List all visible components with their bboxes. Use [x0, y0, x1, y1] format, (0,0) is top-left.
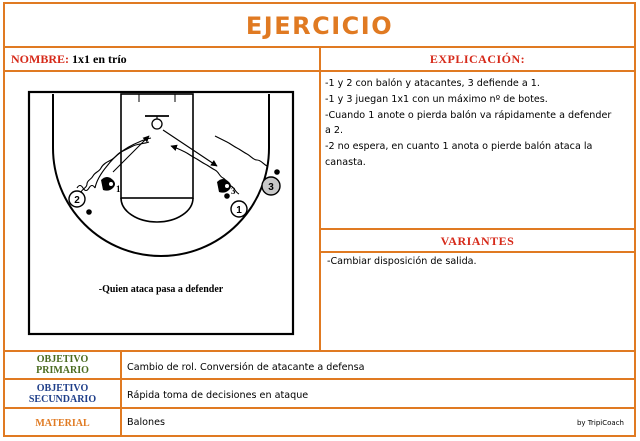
exercise-sheet — [3, 2, 636, 437]
divider — [5, 350, 634, 352]
free-throw-circle — [121, 198, 193, 222]
name-label: NOMBRE: — [11, 52, 69, 66]
court-outline — [29, 92, 293, 334]
objective-primary-text: Cambio de rol. Conversión de atacante a defensa — [127, 362, 365, 373]
divider — [319, 251, 634, 253]
credit: by TripiCoach — [576, 419, 624, 427]
defender-icon — [101, 177, 115, 191]
player-2-label: 2 — [74, 195, 80, 206]
rim — [152, 119, 162, 129]
player-1-label: 1 — [236, 205, 242, 216]
defender-label: 3 — [231, 186, 236, 196]
defender-icon — [217, 179, 231, 193]
sheet-title: EJERCICIO — [5, 4, 634, 48]
objective-secondary-text: Rápida toma de decisiones en ataque — [127, 390, 309, 401]
diagram-caption: -Quien ataca pasa a defender — [98, 284, 224, 295]
explanation-line: -1 y 3 juegan 1x1 con un máximo nº de botes. — [325, 93, 548, 105]
variants-text: -Cambiar disposición de salida. — [327, 256, 477, 267]
explanation-line: -2 no espera, en cuanto 1 anota o pierde balón ataca la — [325, 141, 593, 153]
divider — [120, 350, 122, 435]
divider — [5, 407, 634, 409]
cut-line — [163, 130, 217, 166]
three-point-line — [53, 94, 269, 256]
name-value: 1x1 en trío — [72, 52, 127, 66]
explanation-text — [325, 76, 630, 171]
variants-header: VARIANTES — [440, 234, 515, 248]
objective-primary-label: OBJETIVO PRIMARIO — [36, 354, 89, 376]
ball-icon — [274, 169, 280, 175]
court-diagram — [21, 84, 301, 342]
explanation-line: -Cuando 1 anote o pierda balón va rápidamente a defender — [325, 109, 612, 121]
divider — [319, 70, 321, 350]
material-text: Balones — [127, 417, 165, 428]
dribble-path — [215, 136, 267, 166]
objective-secondary-label: OBJETIVO SECUNDARIO — [28, 383, 97, 405]
ball-icon — [224, 193, 230, 199]
divider — [5, 378, 634, 380]
explanation-header: EXPLICACIÓN: — [429, 52, 526, 66]
explanation-line: a 2. — [325, 125, 344, 137]
explanation-line: -1 y 2 con balón y atacantes, 3 defiende a 1. — [325, 78, 540, 89]
explanation-line: canasta. — [325, 156, 366, 168]
name-header — [5, 48, 321, 70]
material-label: MATERIAL — [35, 418, 90, 429]
dribble-path — [81, 142, 149, 192]
player-3-label: 3 — [268, 182, 274, 193]
ball-icon — [86, 209, 92, 215]
defender-label: 1 — [116, 184, 121, 194]
